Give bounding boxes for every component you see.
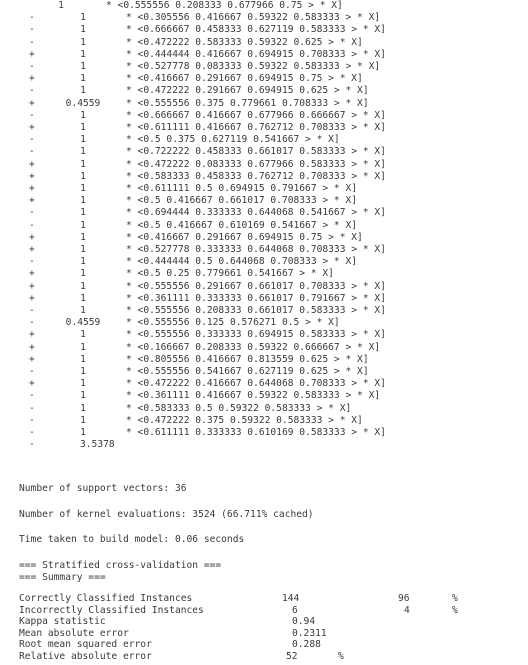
vector-expression: * <0.611111 0.333333 0.610169 0.583333 > * X] xyxy=(126,427,386,438)
vector-sign: - xyxy=(29,219,35,231)
vector-sign: - xyxy=(29,12,35,24)
vector-weight: 1 xyxy=(80,378,86,390)
vector-row xyxy=(0,415,528,427)
vector-sign: + xyxy=(29,170,35,182)
vector-weight: 1 xyxy=(80,122,86,133)
vector-weight: 1 xyxy=(80,195,86,207)
vector-weight: 1 xyxy=(80,280,86,292)
stat-row xyxy=(0,651,528,663)
vector-sign: + xyxy=(29,292,35,304)
vector-row xyxy=(0,268,528,280)
vector-expression: * <0.555556 0.541667 0.627119 0.625 > * X] xyxy=(126,366,369,377)
vector-sign: + xyxy=(29,97,35,109)
stat-row xyxy=(0,605,528,617)
stat-value: 52 xyxy=(286,651,298,662)
build-time: Time taken to build model: 0.06 seconds xyxy=(19,534,245,545)
vector-row xyxy=(0,232,528,244)
vector-sign: - xyxy=(29,402,35,414)
vector-weight: 1 xyxy=(58,0,64,11)
vector-row xyxy=(0,378,528,390)
stat-row xyxy=(0,616,528,628)
summary-header: === Summary === xyxy=(19,572,106,583)
vector-row xyxy=(0,207,528,219)
vector-expression: * <0.5 0.416667 0.610169 0.541667 > * X] xyxy=(126,219,358,231)
vector-weight: 1 xyxy=(80,170,86,182)
vector-weight: 0.4559 xyxy=(65,97,101,109)
stat-label: Relative absolute error xyxy=(19,651,152,662)
vector-weight: 1 xyxy=(80,48,86,60)
vector-sign: - xyxy=(29,427,35,438)
bias-value: 3.5378 xyxy=(80,439,115,451)
vector-sign: - xyxy=(29,207,35,219)
vector-row xyxy=(0,427,528,439)
vector-expression: * <0.555556 0.375 0.779661 0.708333 > * X] xyxy=(126,97,369,109)
vector-expression: * <0.472222 0.416667 0.644068 0.708333 > * X] xyxy=(126,378,386,390)
vector-weight: 1 xyxy=(80,183,86,194)
stat-value-secondary: % xyxy=(338,651,344,662)
vector-sign: - xyxy=(29,305,35,316)
vector-expression: * <0.722222 0.458333 0.661017 0.583333 > * X] xyxy=(126,146,386,158)
stat-percent-sign: % xyxy=(452,593,458,604)
vector-weight: 1 xyxy=(80,24,86,36)
vector-sign: + xyxy=(29,378,35,390)
vector-expression: * <0.611111 0.5 0.694915 0.791667 > * X] xyxy=(126,183,358,194)
vector-row xyxy=(0,0,528,12)
vector-row xyxy=(0,342,528,354)
vector-row xyxy=(0,256,528,268)
stat-label: Root mean squared error xyxy=(19,639,152,651)
vector-weight: 1 xyxy=(80,61,86,72)
stat-row xyxy=(0,628,528,640)
vector-expression: * <0.361111 0.416667 0.59322 0.583333 > * X] xyxy=(126,390,381,402)
vector-row xyxy=(0,195,528,207)
vector-row xyxy=(0,329,528,341)
stat-value: 0.2311 xyxy=(292,627,327,639)
vector-row xyxy=(0,146,528,158)
vector-sign: + xyxy=(29,329,35,341)
vector-sign: + xyxy=(29,122,35,133)
vector-sign: - xyxy=(29,61,35,72)
stat-label: Mean absolute error xyxy=(19,627,129,639)
support-vectors-count: Number of support vectors: 36 xyxy=(19,483,187,494)
vector-expression: * <0.555556 0.208333 0.661017 0.583333 > * X] xyxy=(126,305,386,316)
vector-expression: * <0.666667 0.416667 0.677966 0.666667 > * X] xyxy=(126,109,386,121)
vector-row xyxy=(0,122,528,134)
vector-weight: 1 xyxy=(80,73,86,85)
bias-sign: - xyxy=(29,439,35,451)
vector-expression: * <0.555556 0.208333 0.677966 0.75 > * X] xyxy=(106,0,343,11)
vector-sign: + xyxy=(29,48,35,60)
vector-sign: + xyxy=(29,244,35,255)
vector-row xyxy=(0,390,528,402)
vector-expression: * <0.527778 0.333333 0.644068 0.708333 > * X] xyxy=(126,244,386,255)
vector-row xyxy=(0,49,528,61)
stat-value: 6 xyxy=(292,604,298,616)
vector-expression: * <0.583333 0.5 0.59322 0.583333 > * X] xyxy=(126,402,352,414)
vector-weight: 1 xyxy=(80,231,86,243)
vector-weight: 1 xyxy=(80,305,86,316)
vector-weight: 1 xyxy=(80,207,86,219)
vector-sign: - xyxy=(29,36,35,48)
kernel-evaluations: Number of kernel evaluations: 3524 (66.711% cached) xyxy=(19,509,314,520)
vector-row xyxy=(0,73,528,85)
vector-expression: * <0.611111 0.416667 0.762712 0.708333 > * X] xyxy=(126,122,386,133)
vector-expression: * <0.305556 0.416667 0.59322 0.583333 > * X] xyxy=(126,12,381,24)
vector-expression: * <0.5 0.375 0.627119 0.541667 > * X] xyxy=(126,134,340,146)
vector-sign: + xyxy=(29,183,35,194)
vector-weight: 1 xyxy=(80,341,86,353)
vector-row xyxy=(0,317,528,329)
vector-weight: 1 xyxy=(80,268,86,280)
vector-weight: 1 xyxy=(80,219,86,231)
stat-row xyxy=(0,593,528,605)
vector-sign: - xyxy=(29,134,35,146)
vector-weight: 1 xyxy=(80,292,86,304)
vector-row xyxy=(0,12,528,24)
vector-expression: * <0.555556 0.333333 0.694915 0.583333 > * X] xyxy=(126,329,386,341)
vector-row xyxy=(0,354,528,366)
vector-row xyxy=(0,110,528,122)
vector-expression: * <0.444444 0.5 0.644068 0.708333 > * X] xyxy=(126,256,358,268)
vector-row xyxy=(0,220,528,232)
vector-row xyxy=(0,98,528,110)
vector-sign: - xyxy=(29,256,35,268)
vector-weight: 1 xyxy=(80,402,86,414)
vector-sign: - xyxy=(29,317,35,329)
vector-weight: 1 xyxy=(80,146,86,158)
vector-weight: 1 xyxy=(80,256,86,268)
vector-row xyxy=(0,134,528,146)
vector-expression: * <0.666667 0.458333 0.627119 0.583333 > * X] xyxy=(126,24,386,36)
stat-percent-sign: % xyxy=(452,604,458,616)
vector-row xyxy=(0,37,528,49)
vector-sign: - xyxy=(29,366,35,377)
vector-expression: * <0.555556 0.291667 0.661017 0.708333 > * X] xyxy=(126,280,386,292)
vector-expression: * <0.444444 0.416667 0.694915 0.708333 > * X] xyxy=(126,48,386,60)
vector-sign: + xyxy=(29,268,35,280)
vector-sign: + xyxy=(29,195,35,207)
vector-sign: - xyxy=(29,390,35,402)
vector-row xyxy=(0,281,528,293)
stat-value-secondary: 4 xyxy=(404,604,410,616)
stat-value: 0.94 xyxy=(292,616,316,628)
vector-row xyxy=(0,183,528,195)
vector-weight: 1 xyxy=(80,109,86,121)
vector-sign: + xyxy=(29,280,35,292)
stat-row xyxy=(0,639,528,651)
vector-expression: * <0.472222 0.083333 0.677966 0.583333 > * X] xyxy=(126,158,386,170)
vector-expression: * <0.527778 0.083333 0.59322 0.583333 > * X] xyxy=(126,61,381,72)
vector-weight: 1 xyxy=(80,329,86,341)
vector-sign: + xyxy=(29,231,35,243)
vector-weight: 0.4559 xyxy=(65,317,101,329)
vector-sign: - xyxy=(29,109,35,121)
vector-row xyxy=(0,61,528,73)
stat-value-secondary: 96 xyxy=(398,593,410,604)
vector-weight: 1 xyxy=(80,244,86,255)
vector-sign: + xyxy=(29,341,35,353)
vector-row xyxy=(0,403,528,415)
vector-weight: 1 xyxy=(80,366,86,377)
stat-label: Incorrectly Classified Instances xyxy=(19,604,204,616)
vector-row xyxy=(0,171,528,183)
vector-row xyxy=(0,293,528,305)
vector-weight: 1 xyxy=(80,353,86,365)
vector-row xyxy=(0,159,528,171)
vector-row xyxy=(0,24,528,36)
vector-weight: 1 xyxy=(80,427,86,438)
vector-expression: * <0.472222 0.291667 0.694915 0.625 > * X] xyxy=(126,85,369,97)
vector-expression: * <0.5 0.25 0.779661 0.541667 > * X] xyxy=(126,268,334,280)
stat-label: Correctly Classified Instances xyxy=(19,593,193,604)
vector-expression: * <0.416667 0.291667 0.694915 0.75 > * X] xyxy=(126,73,363,85)
stat-value: 144 xyxy=(282,593,300,604)
vector-expression: * <0.166667 0.208333 0.59322 0.666667 > * X] xyxy=(126,341,381,353)
vector-row xyxy=(0,244,528,256)
vector-sign: - xyxy=(29,24,35,36)
vector-expression: * <0.5 0.416667 0.661017 0.708333 > * X] xyxy=(126,195,358,207)
vector-expression: * <0.472222 0.375 0.59322 0.583333 > * X] xyxy=(126,414,363,426)
vector-expression: * <0.694444 0.333333 0.644068 0.541667 > * X] xyxy=(126,207,386,219)
vector-expression: * <0.361111 0.333333 0.661017 0.791667 > * X] xyxy=(126,292,386,304)
cross-validation-header: === Stratified cross-validation === xyxy=(19,560,222,571)
vector-sign: + xyxy=(29,353,35,365)
stat-value: 0.288 xyxy=(292,639,321,651)
vector-row xyxy=(0,366,528,378)
vector-expression: * <0.555556 0.125 0.576271 0.5 > * X] xyxy=(126,317,340,329)
vector-expression: * <0.583333 0.458333 0.762712 0.708333 > * X] xyxy=(126,170,386,182)
vector-sign: - xyxy=(29,146,35,158)
vector-weight: 1 xyxy=(80,414,86,426)
vector-sign: + xyxy=(29,158,35,170)
vector-expression: * <0.805556 0.416667 0.813559 0.625 > * X] xyxy=(126,353,369,365)
vector-weight: 1 xyxy=(80,158,86,170)
stat-label: Kappa statistic xyxy=(19,616,106,628)
vector-row xyxy=(0,85,528,97)
vector-weight: 1 xyxy=(80,36,86,48)
vector-row xyxy=(0,305,528,317)
vector-expression: * <0.472222 0.583333 0.59322 0.625 > * X] xyxy=(126,36,363,48)
vector-weight: 1 xyxy=(80,390,86,402)
vector-weight: 1 xyxy=(80,134,86,146)
vector-expression: * <0.416667 0.291667 0.694915 0.75 > * X] xyxy=(126,231,363,243)
vector-sign: - xyxy=(29,85,35,97)
vector-sign: - xyxy=(29,414,35,426)
vector-weight: 1 xyxy=(80,85,86,97)
vector-sign: + xyxy=(29,73,35,85)
vector-weight: 1 xyxy=(80,12,86,24)
bias-row xyxy=(0,439,528,451)
